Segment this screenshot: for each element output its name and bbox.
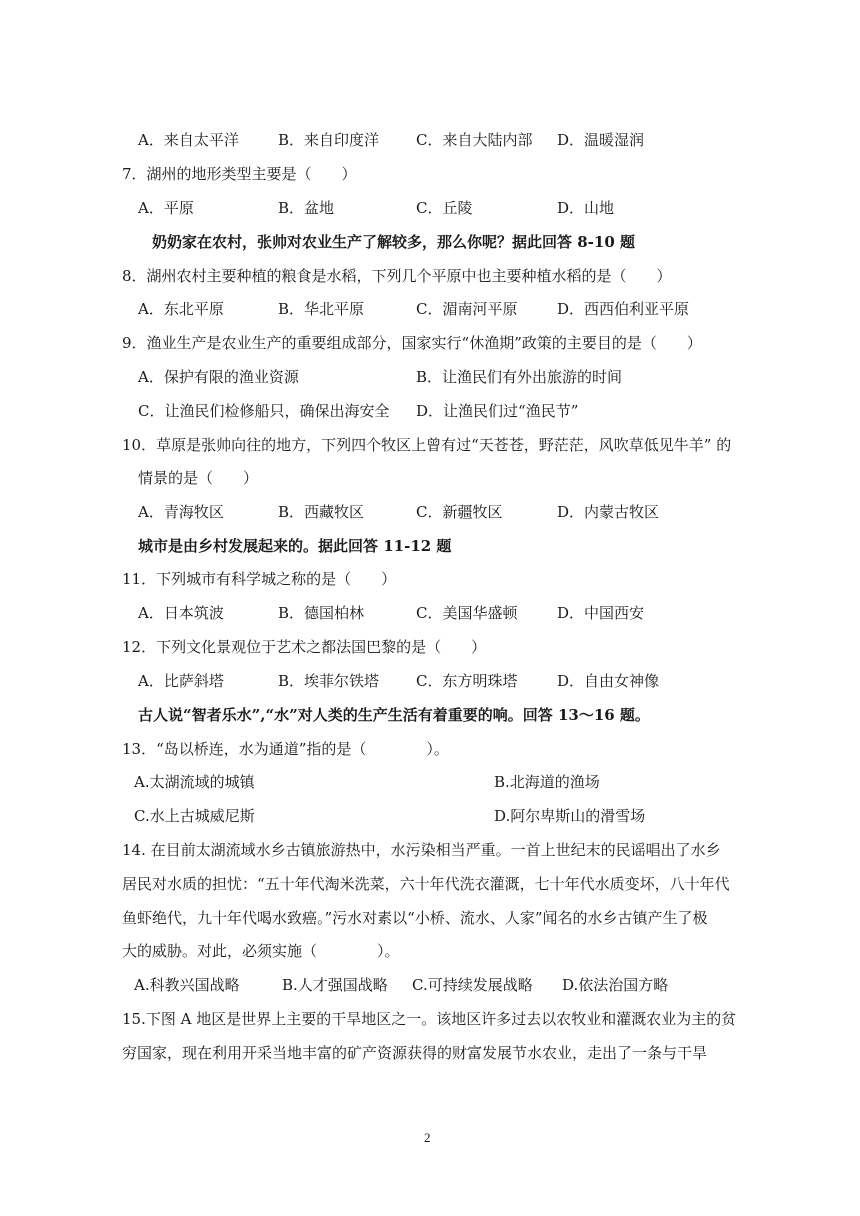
q10-option-b: B．西藏牧区 — [278, 503, 365, 521]
q11-option-d: D．中国西安 — [557, 604, 645, 622]
q9-option-a: A．保护有限的渔业资源 — [138, 368, 299, 386]
q11-option-b: B．德国柏林 — [278, 604, 365, 622]
q12-option-c: C．东方明珠塔 — [416, 672, 518, 690]
q13-option-d: D.阿尔卑斯山的滑雪场 — [494, 807, 646, 825]
q14-option-a: A.科教兴国战略 — [134, 976, 240, 994]
q14-option-b: B.人才强国战略 — [282, 976, 388, 994]
q11-stem: 11．下列城市有科学城之称的是（ ） — [122, 570, 397, 588]
q7-option-d: D．山地 — [557, 199, 615, 217]
q7-stem: 7．湖州的地形类型主要是（ ） — [122, 165, 357, 183]
q15-text-line2: 穷国家，现在利用开采当地丰富的矿产资源获得的财富发展节水农业，走出了一条与干旱 — [122, 1044, 708, 1062]
q15-text-line1: 15.下图 A 地区是世界上主要的干旱地区之一。该地区许多过去以农牧业和灌溉农业为主的贫 — [122, 1010, 737, 1028]
q11-option-c: C．美国华盛顿 — [416, 604, 518, 622]
q6-option-c: C．来自大陆内部 — [416, 131, 533, 149]
q14-text-line3: 鱼虾绝代，九十年代喝水致癌。”污水对素以“小桥、流水、人家”闻名的水乡古镇产生了极 — [122, 909, 708, 927]
q8-option-c: C．湄南河平原 — [416, 300, 518, 318]
q12-option-a: A．比萨斜塔 — [138, 672, 224, 690]
q13-option-c: C.水上古城威尼斯 — [134, 807, 255, 825]
q10-option-c: C．新疆牧区 — [416, 503, 503, 521]
q12-stem: 12．下列文化景观位于艺术之都法国巴黎的是（ ） — [122, 638, 487, 656]
q7-option-b: B．盆地 — [278, 199, 335, 217]
q8-option-b: B．华北平原 — [278, 300, 365, 318]
q14-text-line1: 14. 在目前太湖流域水乡古镇旅游热中，水污染相当严重。一首上世纪末的民谣唱出了水乡 — [122, 841, 721, 859]
q8-option-d: D．西西伯利亚平原 — [557, 300, 690, 318]
q12-option-b: B．埃菲尔铁塔 — [278, 672, 380, 690]
q10-option-d: D．内蒙古牧区 — [557, 503, 660, 521]
q13-option-b: B.北海道的渔场 — [494, 773, 600, 791]
q14-option-d: D.依法治国方略 — [562, 976, 669, 994]
q9-option-b: B．让渔民们有外出旅游的时间 — [416, 368, 623, 386]
section-heading-11-12: 城市是由乡村发展起来的。据此回答 11-12 题 — [138, 537, 452, 555]
q6-option-d: D．温暖湿润 — [557, 131, 645, 149]
q9-option-c: C．让渔民们检修船只，确保出海安全 — [138, 402, 390, 420]
q14-text-line4: 大的威胁。对此，必须实施（ ）。 — [122, 942, 400, 960]
q14-option-c: C.可持续发展战略 — [412, 976, 533, 994]
q13-stem: 13．“岛以桥连，水为通道”指的是（ ）。 — [122, 740, 449, 758]
q7-option-a: A．平原 — [138, 199, 194, 217]
q6-option-b: B．来自印度洋 — [278, 131, 380, 149]
q6-option-a: A．来自太平洋 — [138, 131, 239, 149]
q11-option-a: A．日本筑波 — [138, 604, 224, 622]
page-number: 2 — [424, 1130, 431, 1145]
q8-stem: 8．湖州农村主要种植的粮食是水稻，下列几个平原中也主要种植水稻的是（ ） — [122, 267, 672, 285]
q9-option-d: D．让渔民们过“渔民节” — [416, 402, 579, 420]
q7-option-c: C．丘陵 — [416, 199, 473, 217]
q8-option-a: A．东北平原 — [138, 300, 224, 318]
q9-stem: 9．渔业生产是农业生产的重要组成部分，国家实行“休渔期”政策的主要目的是（ ） — [122, 334, 702, 352]
q10-stem-line1: 10．草原是张帅向往的地方，下列四个牧区上曾有过“天苍苍，野茫茫，风吹草低见牛羊” 的 — [122, 436, 732, 454]
q10-option-a: A．青海牧区 — [138, 503, 224, 521]
section-heading-8-10: 奶奶家在农村，张帅对农业生产了解较多，那么你呢？据此回答 8-10 题 — [152, 233, 635, 251]
q14-text-line2: 居民对水质的担忧：“五十年代淘米洗菜，六十年代洗衣灌溉，七十年代水质变坏，八十年代 — [122, 875, 730, 893]
q13-option-a: A.太湖流域的城镇 — [134, 773, 255, 791]
q12-option-d: D．自由女神像 — [557, 672, 660, 690]
section-heading-13-16: 古人说“智者乐水”,“水”对人类的生产生活有着重要的响。回答 13～16 题。 — [138, 706, 650, 724]
q10-stem-line2: 情景的是（ ） — [138, 469, 259, 487]
